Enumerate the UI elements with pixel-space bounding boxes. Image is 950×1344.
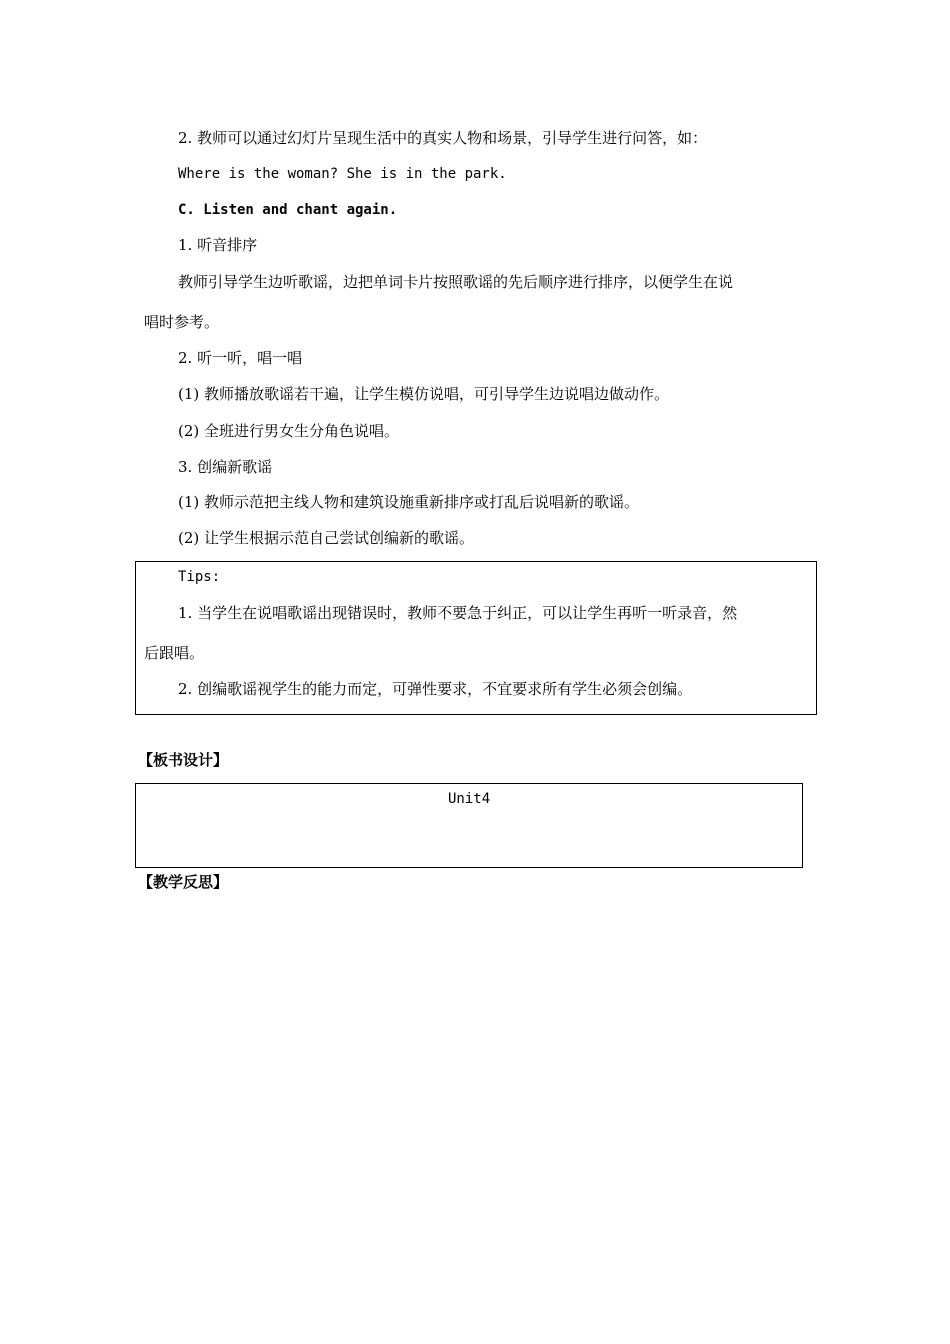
tips-title: Tips:: [178, 569, 221, 585]
tips-item-1-line2: 后跟唱。: [144, 644, 205, 662]
step-2-heading: 2. 听一听，唱一唱: [178, 349, 303, 367]
board-design-heading: 【板书设计】: [138, 751, 229, 769]
paragraph-teacher-slides: 2. 教师可以通过幻灯片呈现生活中的真实人物和场景，引导学生进行问答，如：: [178, 129, 708, 147]
step-3-item-2: (2) 让学生根据示范自己尝试创编新的歌谣。: [178, 529, 475, 547]
reflection-heading: 【教学反思】: [138, 873, 229, 891]
example-sentence: Where is the woman? She is in the park.: [178, 166, 507, 182]
section-heading-c: C. Listen and chant again.: [178, 202, 398, 218]
step-2-item-1: (1) 教师播放歌谣若干遍，让学生模仿说唱，可引导学生边说唱边做动作。: [178, 385, 670, 403]
step-1-text-line1: 教师引导学生边听歌谣，边把单词卡片按照歌谣的先后顺序进行排序，以便学生在说: [178, 273, 734, 291]
step-2-item-2: (2) 全班进行男女生分角色说唱。: [178, 422, 400, 440]
tips-item-2: 2. 创编歌谣视学生的能力而定，可弹性要求，不宜要求所有学生必须会创编。: [178, 680, 693, 698]
step-3-item-1: (1) 教师示范把主线人物和建筑设施重新排序或打乱后说唱新的歌谣。: [178, 493, 640, 511]
board-title: Unit4: [448, 791, 491, 807]
step-1-text-line2: 唱时参考。: [144, 313, 220, 331]
tips-item-1-line1: 1. 当学生在说唱歌谣出现错误时，教师不要急于纠正，可以让学生再听一听录音，然: [178, 604, 738, 622]
step-1-heading: 1. 听音排序: [178, 236, 258, 254]
step-3-heading: 3. 创编新歌谣: [178, 458, 273, 476]
